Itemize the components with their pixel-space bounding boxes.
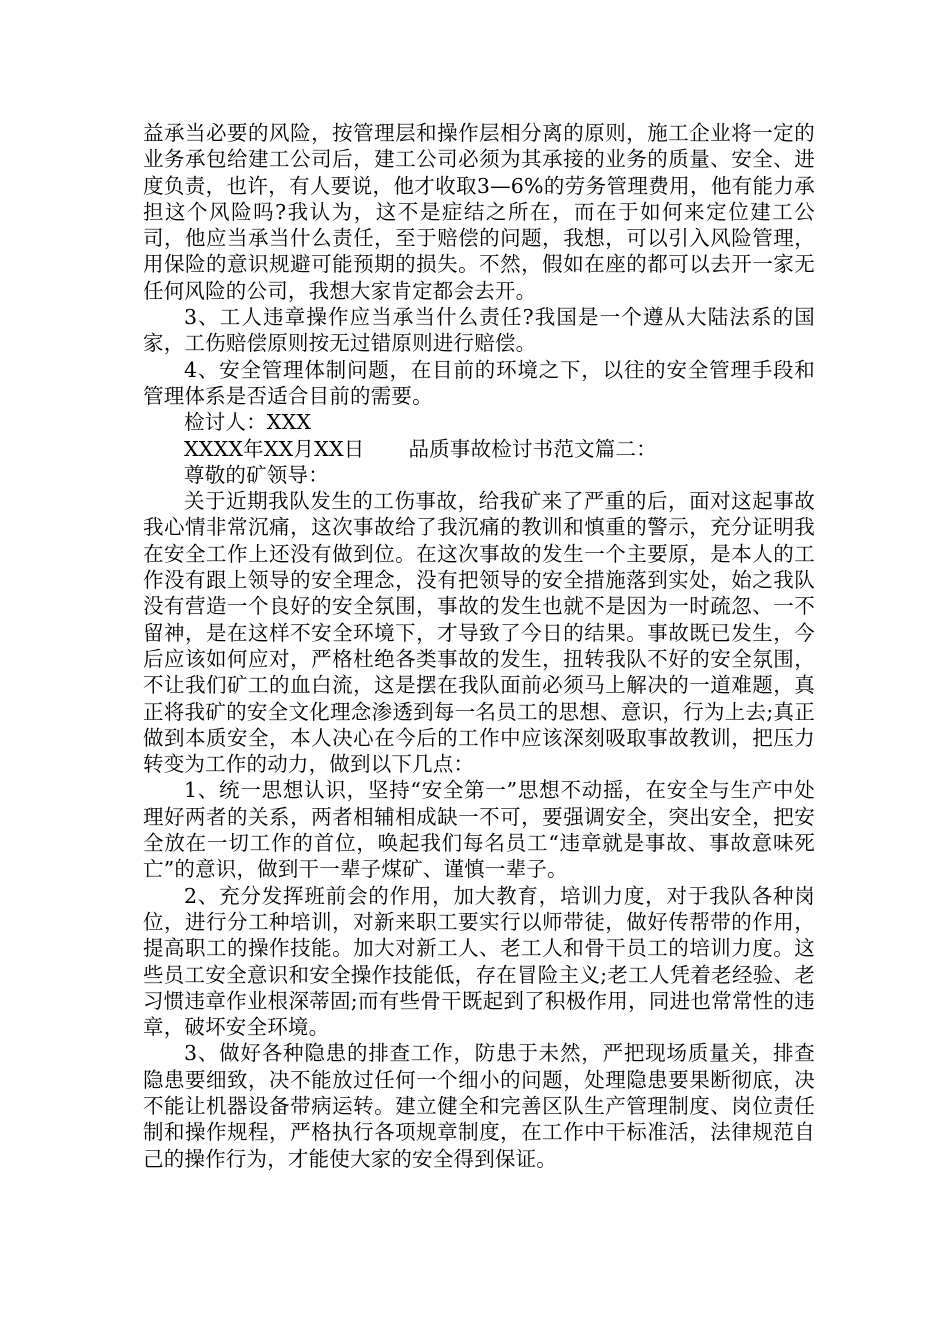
date-and-title-line bbox=[143, 436, 815, 462]
section-title: 品质事故检讨书范文篇二： bbox=[408, 436, 657, 461]
paragraph-item-1: 1、统一思想认识，坚持“安全第一”思想不动摇，在安全与生产中处理好两者的关系，两者相辅相成缺一不可，要强调安全，突出安全，把安全放在一切工作的首位，唤起我们每名员工“违章就是事故、事故意味死亡”的意识，做到干一辈子煤矿、谨慎一辈子。 bbox=[143, 778, 815, 882]
paragraph-main: 关于近期我队发生的工伤事故，给我矿来了严重的后，面对这起事故我心情非常沉痛，这次事故给了我沉痛的教训和慎重的警示，充分证明我在安全工作上还没有做到位。在这次事故的发生一个主要原，是本人的工作没有跟上领导的安全理念，没有把领导的安全措施落到实处，始之我队没有营造一个良好的安全氛围，事故的发生也就不是因为一时疏忽、一不留神，是在这样不安全环境下，才导致了今日的结果。事故既已发生，今后应该如何应对，严格杜绝各类事故的发生，扭转我队不好的安全氛围，不让我们矿工的血白流，这是摆在我队面前必须马上解决的一道难题，真正将我矿的安全文化理念渗透到每一名员工的思想、意识，行为上去;真正做到本质安全，本人决心在今后的工作中应该深刻吸取事故教训，把压力转变为工作的动力，做到以下几点： bbox=[143, 489, 815, 777]
date-text: XXXX年XX月XX日 bbox=[184, 436, 365, 461]
paragraph-point-4: 4、安全管理体制问题，在目前的环境之下，以往的安全管理手段和管理体系是否适合目前的需要。 bbox=[143, 357, 815, 408]
paragraph-item-2: 2、充分发挥班前会的作用，加大教育，培训力度，对于我队各种岗位，进行分工种培训，对新来职工要实行以师带徒，做好传帮带的作用，提高职工的操作技能。加大对新工人、老工人和骨干员工的培训力度。这些员工安全意识和安全操作技能低，存在冒险主义;老工人凭着老经验、老习惯违章作业根深蒂固;而有些骨干既起到了积极作用，同进也常常性的违章，破坏安全环境。 bbox=[143, 883, 815, 1040]
document-body bbox=[143, 120, 815, 1172]
paragraph-continuation: 益承当必要的风险，按管理层和操作层相分离的原则，施工企业将一定的业务承包给建工公司后，建工公司必须为其承接的业务的质量、安全、进度负责，也许，有人要说，他才收取3—6%的劳务管理费用，他有能力承担这个风险吗?我认为，这不是症结之所在，而在于如何来定位建工公司，他应当承当什么责任，至于赔偿的问题，我想，可以引入风险管理，用保险的意识规避可能预期的损失。不然，假如在座的都可以去开一家无任何风险的公司，我想大家肯定都会去开。 bbox=[143, 121, 815, 303]
salutation: 尊敬的矿领导： bbox=[184, 462, 329, 487]
signature-line: 检讨人：XXX bbox=[184, 410, 312, 435]
paragraph-point-3: 3、工人违章操作应当承当什么责任?我国是一个遵从大陆法系的国家，工伤赔偿原则按无过错原则进行赔偿。 bbox=[143, 305, 815, 356]
paragraph-item-3: 3、做好各种隐患的排查工作，防患于未然，严把现场质量关，排查隐患要细致，决不能放过任何一个细小的问题，处理隐患要果断彻底，决不能让机器设备带病运转。建立健全和完善区队生产管理制度、岗位责任制和操作规程，严格执行各项规章制度，在工作中干标准活，法律规范自己的操作行为，才能使大家的安全得到保证。 bbox=[143, 1041, 815, 1171]
